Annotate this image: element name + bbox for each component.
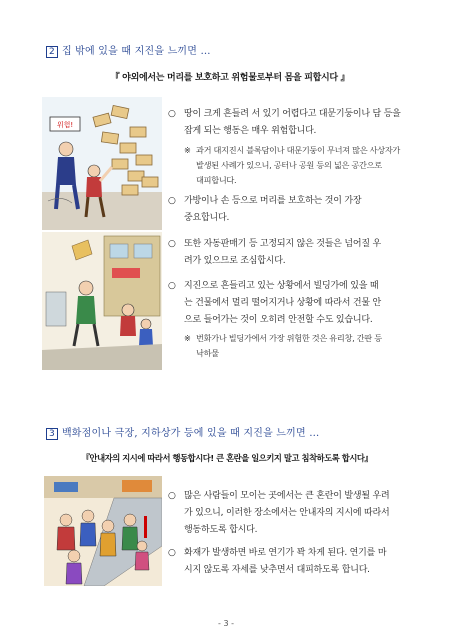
bullet-line: 행동하도록 합시다. [184,525,258,535]
note-marker: ※ [184,333,191,343]
bullet-marker: ○ [168,548,176,558]
note-line: 대피합니다. [196,175,237,185]
bullet-line: 시지 않도록 자세를 낮추면서 대피하도록 합니다. [184,565,370,575]
bullet-line: 가방이나 손 등으로 머리를 보호하는 것이 가장 [184,196,362,206]
bullet-line: 또한 자동판매기 등 고정되지 않은 것들은 넘어질 우 [184,239,382,249]
section-2-slogan: 『 야외에서는 머리를 보호하고 위험물로부터 몸을 피합시다 』 [110,73,350,83]
section-2-number: 2 [46,46,58,58]
bullet-line: 려가 있으므로 조심합시다. [184,256,286,266]
section-2-bullet-2 [168,193,406,229]
bullet-line: 중요합니다. [184,213,230,223]
note-marker: ※ [184,145,191,155]
section-2-note-1 [184,143,414,191]
section-2-bullet-4 [168,278,406,332]
note-line: 번화가나 빌딩가에서 가장 위험한 것은 유리창, 간판 등 [196,333,382,343]
bullet-marker: ○ [168,239,176,249]
section-2-title: 집 밖에 있을 때 지진을 느끼면 … [61,46,211,57]
bullet-marker: ○ [168,196,176,206]
department-store-crowd-illustration [44,476,162,586]
section-2-bullet-3 [168,236,406,272]
note-line: 과거 대지진시 블록담이나 대문기둥이 무너져 많은 사상자가 [196,145,401,155]
section-3-number: 3 [46,428,58,440]
bullet-line: 는 건물에서 멀리 떨어지거나 상황에 따라서 건물 안 [184,298,382,308]
section-3-bullet-2 [168,545,406,581]
bullet-line: 화재가 발생하면 바로 연기가 꽉 차게 된다. 연기를 마 [184,548,387,558]
note-line: 낙하물 [196,348,219,358]
section-3-slogan: 『안내자의 지시에 따라서 행동합시다! 큰 혼란을 일으키지 말고 침착하도록 합시다』 [81,453,373,463]
danger-sign-text: 위험! [56,121,74,129]
section-3-heading [46,424,319,440]
bullet-marker: ○ [168,281,176,291]
section-3-bullet-1 [168,488,406,542]
bullet-line: 땅이 크게 흔들려 서 있기 어렵다고 대문기둥이나 담 등을 [184,109,401,119]
bullet-marker: ○ [168,109,176,119]
section-3-title: 백화점이나 극장, 지하상가 등에 있을 때 지진을 느끼면 … [61,428,320,439]
note-line: 발생된 사례가 있으니, 공터나 공원 등의 넓은 공간으로 [196,160,382,170]
bullet-line: 으로 들어가는 것이 오히려 안전할 수도 있습니다. [184,315,373,325]
bullet-marker: ○ [168,491,176,501]
section-2-heading [46,42,211,58]
bullet-line: 가 있으니, 이러한 장소에서는 안내자의 지시에 따라서 [184,508,390,518]
bullet-line: 많은 사람들이 모이는 곳에서는 큰 혼란이 발생될 우려 [184,491,390,501]
section-2-bullet-1 [168,106,406,146]
bullet-line: 지진으로 흔들리고 있는 상황에서 빌딩가에 있을 때 [184,281,379,291]
bullet-line: 잡게 되는 행동은 매우 위험합니다. [184,126,317,136]
section-2-note-2 [184,331,414,363]
page-number: - 3 - [218,619,234,628]
falling-objects-street-illustration [42,232,162,370]
collapsing-wall-illustration [42,97,162,230]
